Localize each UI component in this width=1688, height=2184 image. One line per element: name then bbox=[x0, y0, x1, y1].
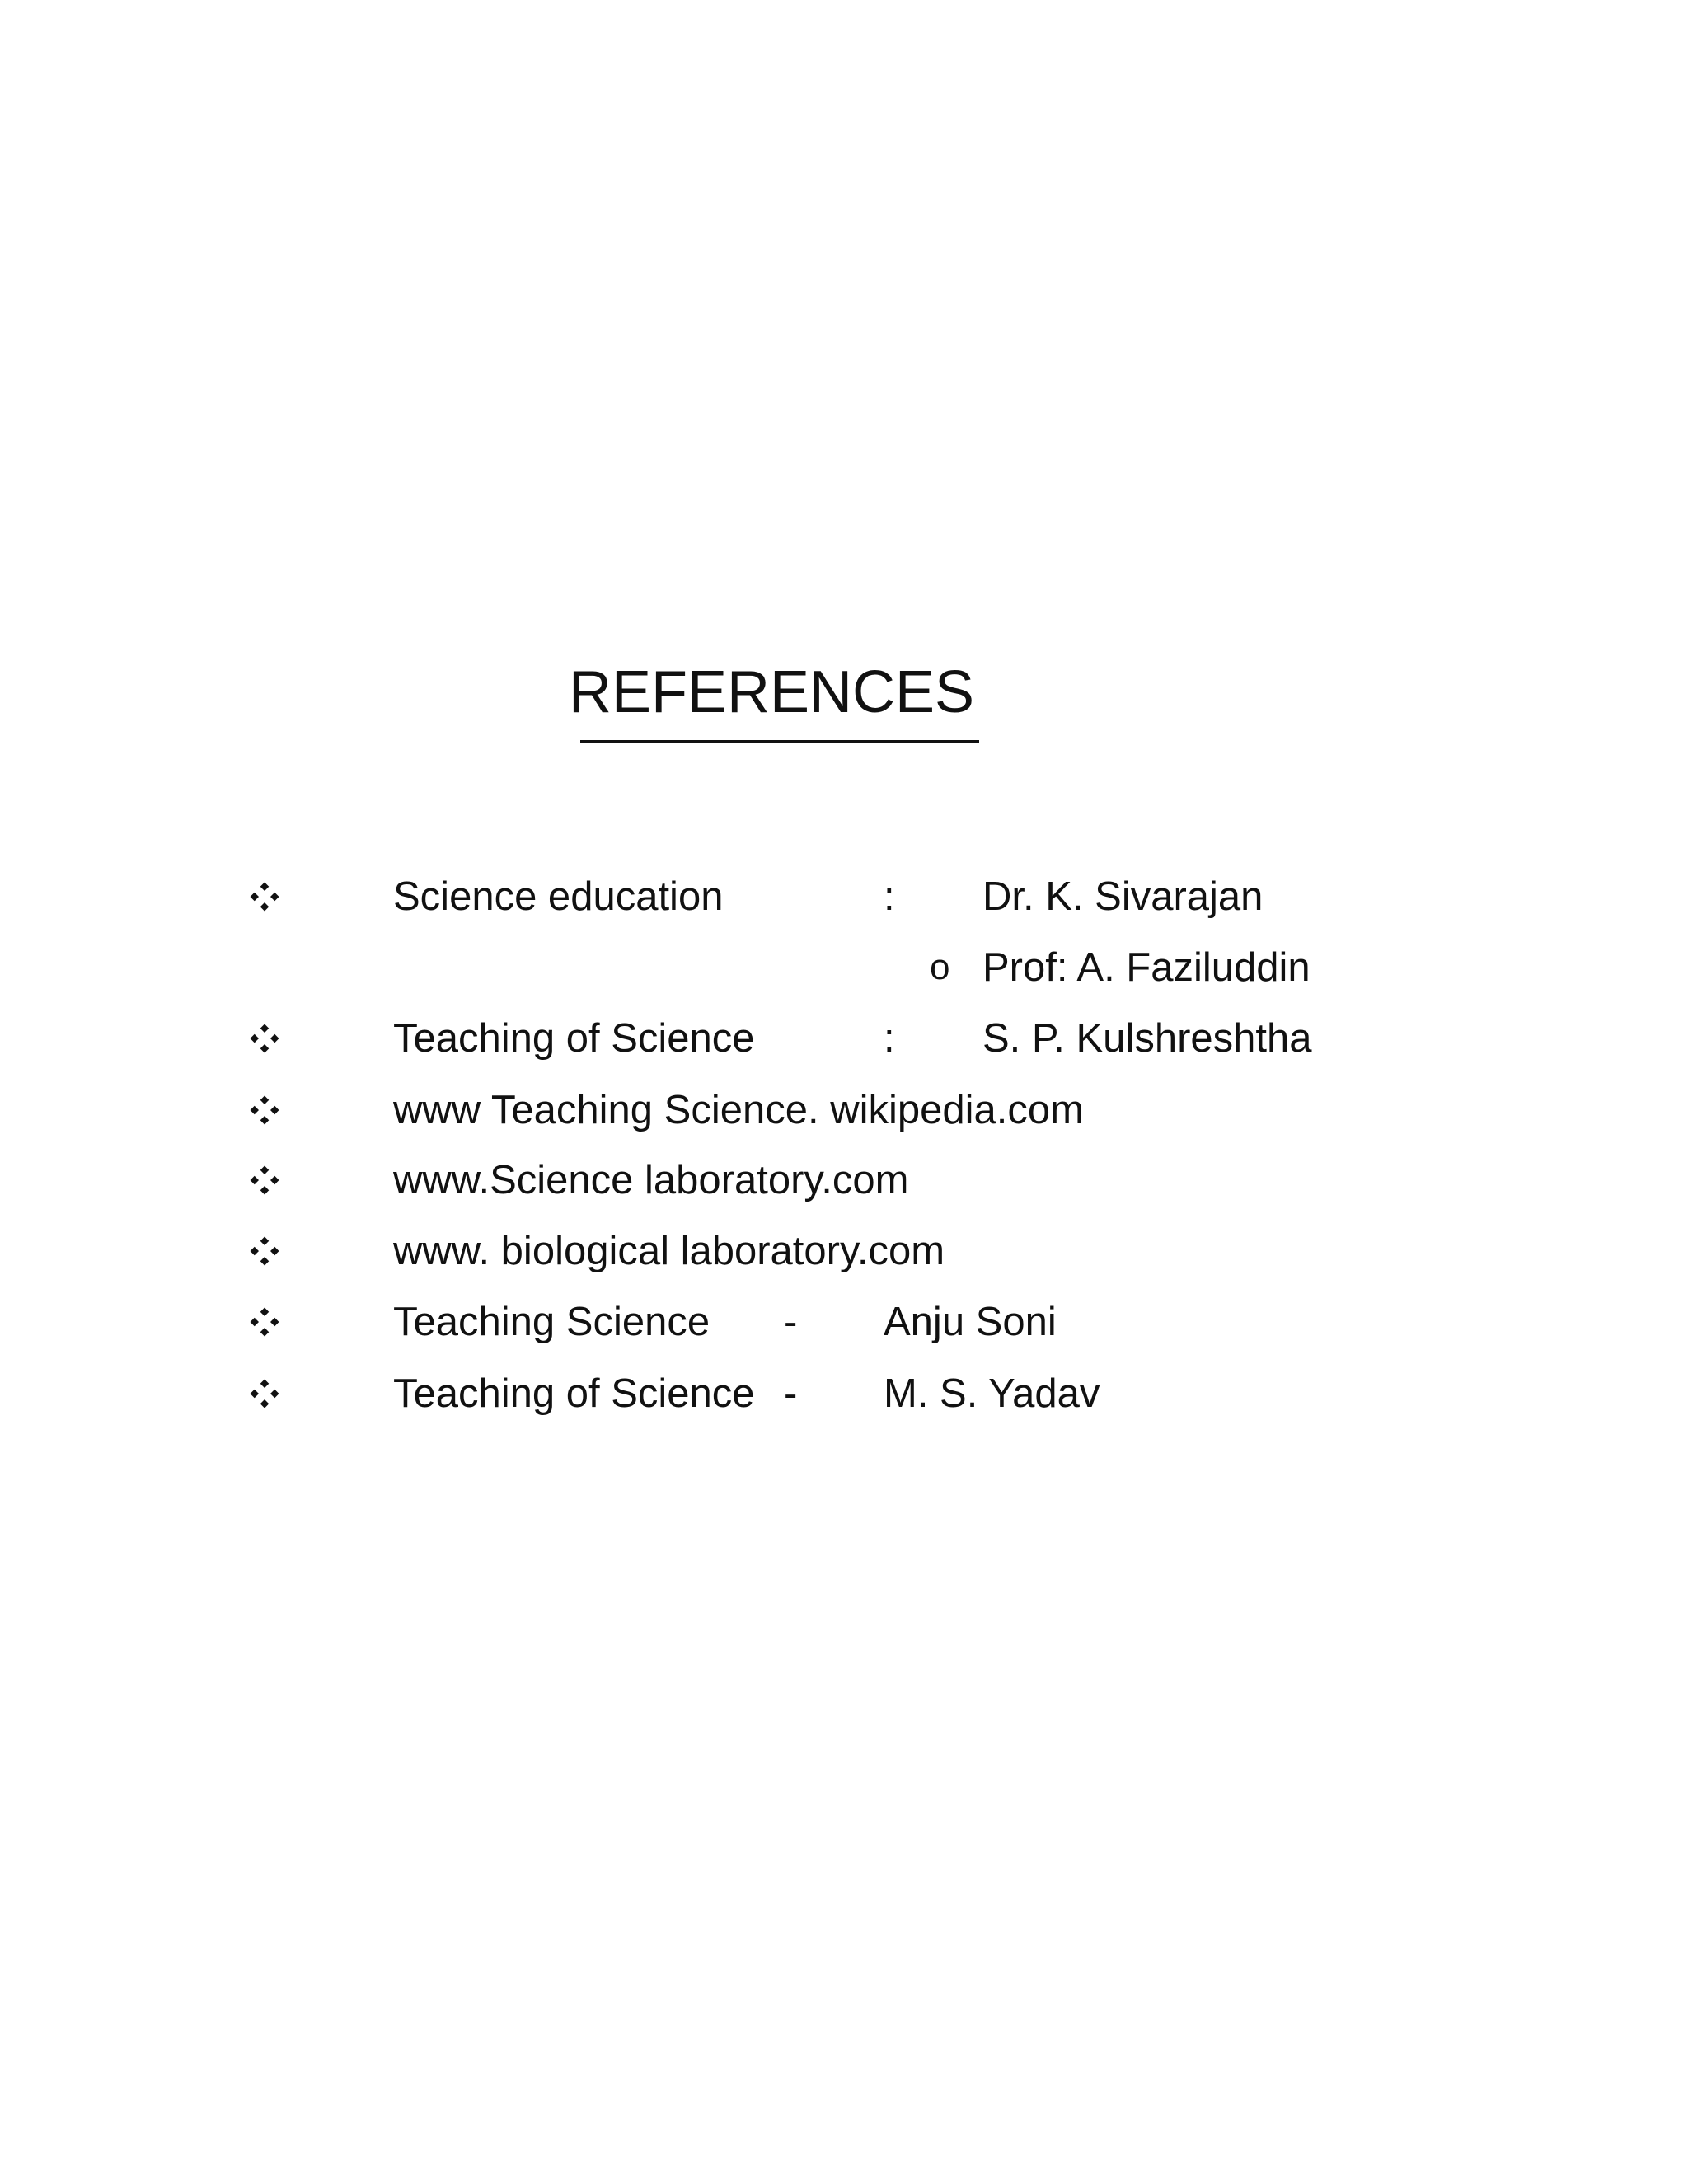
reference-title: Teaching of Science bbox=[393, 1371, 755, 1416]
reference-item bbox=[0, 1084, 1688, 1137]
title-underline bbox=[580, 740, 979, 743]
circle-bullet-marker: o bbox=[930, 947, 950, 987]
reference-title: www. biological laboratory.com bbox=[393, 1229, 945, 1273]
four-diamond-bullet-icon bbox=[244, 1225, 285, 1277]
reference-subitem bbox=[0, 941, 1688, 994]
reference-item bbox=[0, 870, 1688, 923]
reference-separator: - bbox=[784, 1371, 798, 1416]
reference-title: www.Science laboratory.com bbox=[393, 1158, 909, 1202]
reference-author: Prof: A. Faziluddin bbox=[982, 945, 1311, 990]
reference-item bbox=[0, 1367, 1688, 1420]
reference-title: Teaching Science bbox=[393, 1300, 710, 1344]
reference-separator: - bbox=[784, 1300, 798, 1344]
reference-author: M. S. Yadav bbox=[884, 1371, 1100, 1416]
reference-author: S. P. Kulshreshtha bbox=[982, 1016, 1312, 1061]
four-diamond-bullet-icon bbox=[244, 1367, 285, 1420]
reference-item bbox=[0, 1154, 1688, 1207]
four-diamond-bullet-icon bbox=[244, 1154, 285, 1207]
reference-title: Teaching of Science bbox=[393, 1016, 755, 1061]
reference-item bbox=[0, 1012, 1688, 1065]
page-title: REFERENCES bbox=[569, 659, 975, 725]
four-diamond-bullet-icon bbox=[244, 1296, 285, 1348]
reference-item bbox=[0, 1225, 1688, 1277]
four-diamond-bullet-icon bbox=[244, 870, 285, 923]
reference-item bbox=[0, 1296, 1688, 1348]
four-diamond-bullet-icon bbox=[244, 1084, 285, 1137]
reference-author: Dr. K. Sivarajan bbox=[982, 874, 1264, 919]
reference-author: Anju Soni bbox=[884, 1300, 1057, 1344]
reference-title: Science education bbox=[393, 874, 724, 919]
reference-separator: : bbox=[884, 874, 895, 919]
reference-title: www Teaching Science. wikipedia.com bbox=[393, 1088, 1084, 1132]
four-diamond-bullet-icon bbox=[244, 1012, 285, 1065]
reference-separator: : bbox=[884, 1016, 895, 1061]
